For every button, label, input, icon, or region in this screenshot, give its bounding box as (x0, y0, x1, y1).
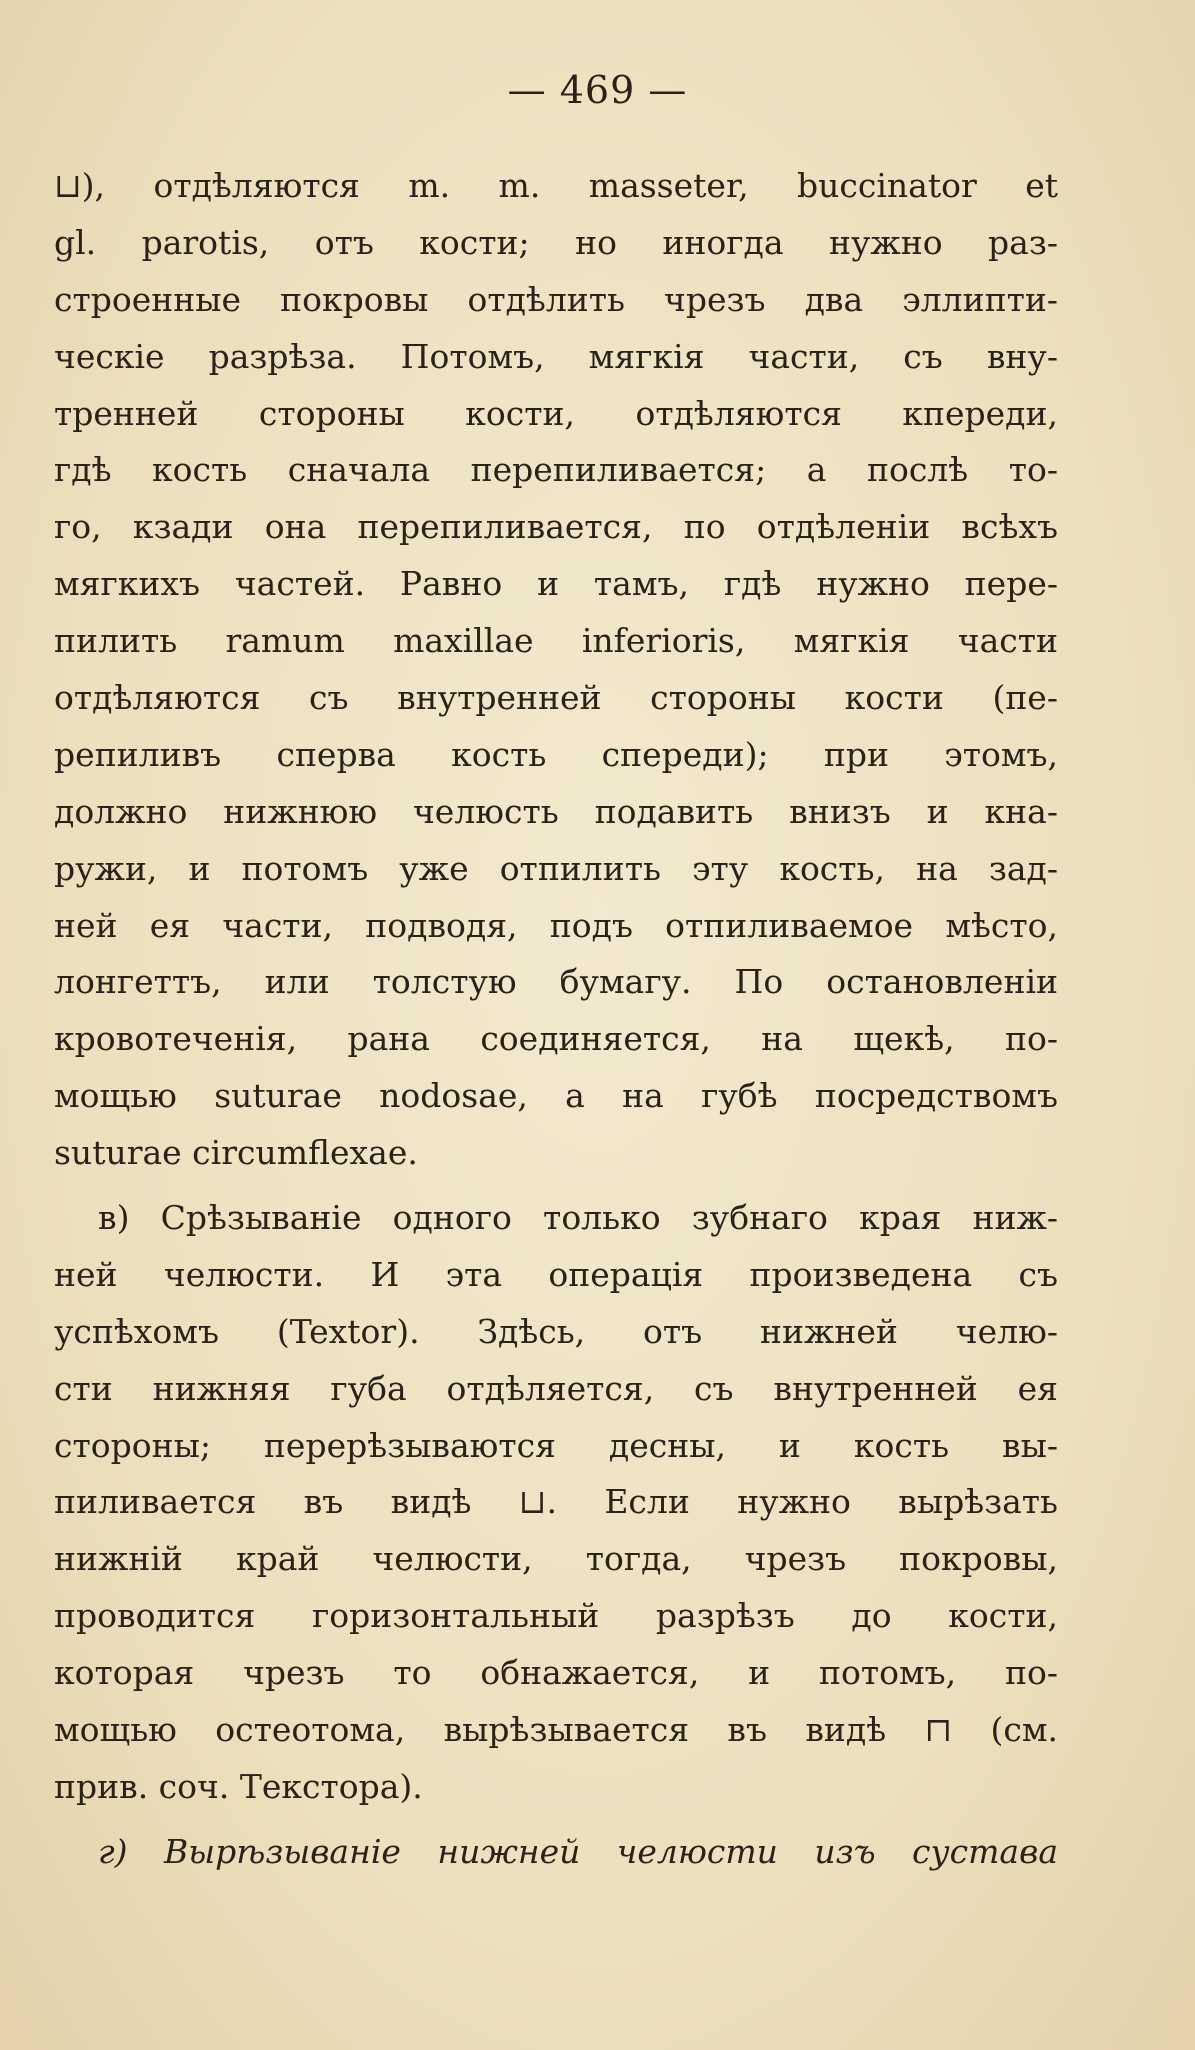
text-line: кровотеченія, рана соединяется, на щекѣ, по- (54, 1019, 1058, 1059)
text-line: гдѣ кость сначала перепиливается; а послѣ то- (54, 450, 1058, 490)
text-line: должно нижнюю челюсть подавить внизъ и кна- (54, 791, 1058, 831)
text-line: ней ея части, подводя, подъ отпиливаемое мѣсто, (54, 905, 1058, 945)
text-line: го, кзади она перепиливается, по отдѣленіи всѣхъ (54, 507, 1058, 547)
text-line: мощью остеотома, вырѣзывается въ видѣ ⊓ (см. (54, 1710, 1058, 1750)
text-line: ней челюсти. И эта операція произведена съ (54, 1254, 1058, 1294)
text-line: suturae circumflexae. (54, 1133, 418, 1173)
text-line: мощью suturae nodosae, а на губѣ посредствомъ (54, 1076, 1058, 1116)
text-line: отдѣляются съ внутренней стороны кости (пе- (54, 678, 1058, 718)
page-number: — 469 — (507, 68, 688, 112)
text-line: ческіе разрѣза. Потомъ, мягкія части, съ вну- (54, 336, 1058, 376)
text-line: репиливъ сперва кость спереди); при этомъ, (54, 734, 1058, 774)
paragraph-gap (54, 1816, 1058, 1824)
text-line: нижній край челюсти, тогда, чрезъ покровы, (54, 1539, 1058, 1579)
paragraph-gap (54, 1182, 1058, 1190)
text-line: успѣхомъ (Textor). Здѣсь, отъ нижней челю- (54, 1311, 1058, 1351)
text-line: лонгеттъ, или толстую бумагу. По остановленіи (54, 962, 1058, 1002)
text-line: тренней стороны кости, отдѣляются кпереди, (54, 393, 1058, 433)
text-line: которая чрезъ то обнажается, и потомъ, по- (54, 1653, 1058, 1693)
text-line: стороны; перерѣзываются десны, и кость вы- (54, 1425, 1058, 1465)
text-line-heading-italic: г) Вырѣзываніе нижней челюсти изъ сустава (98, 1831, 1058, 1871)
text-line: gl. parotis, отъ кости; но иногда нужно раз- (54, 222, 1058, 262)
text-line: пиливается въ видѣ ⊔. Если нужно вырѣзать (54, 1482, 1058, 1522)
text-line: ружи, и потомъ уже отпилить эту кость, на зад- (54, 848, 1058, 888)
text-line: пилить ramum maxillae inferioris, мягкія части (54, 621, 1058, 661)
text-line-heading-italic: в) Срѣзываніе одного только зубнаго края ниж- (98, 1198, 1058, 1238)
text-line: ⊔), отдѣляются m. m. masseter, buccinator et (54, 166, 1058, 205)
text-line: мягкихъ частей. Равно и тамъ, гдѣ нужно пере- (54, 564, 1058, 604)
text-line: проводится горизонтальный разрѣзъ до кости, (54, 1596, 1058, 1636)
text-line: прив. соч. Текстора). (54, 1766, 423, 1806)
text-line: сти нижняя губа отдѣляется, съ внутренней ея (54, 1368, 1058, 1408)
text-line: строенные покровы отдѣлить чрезъ два эллипти- (54, 279, 1058, 319)
body-text (54, 158, 1058, 1881)
